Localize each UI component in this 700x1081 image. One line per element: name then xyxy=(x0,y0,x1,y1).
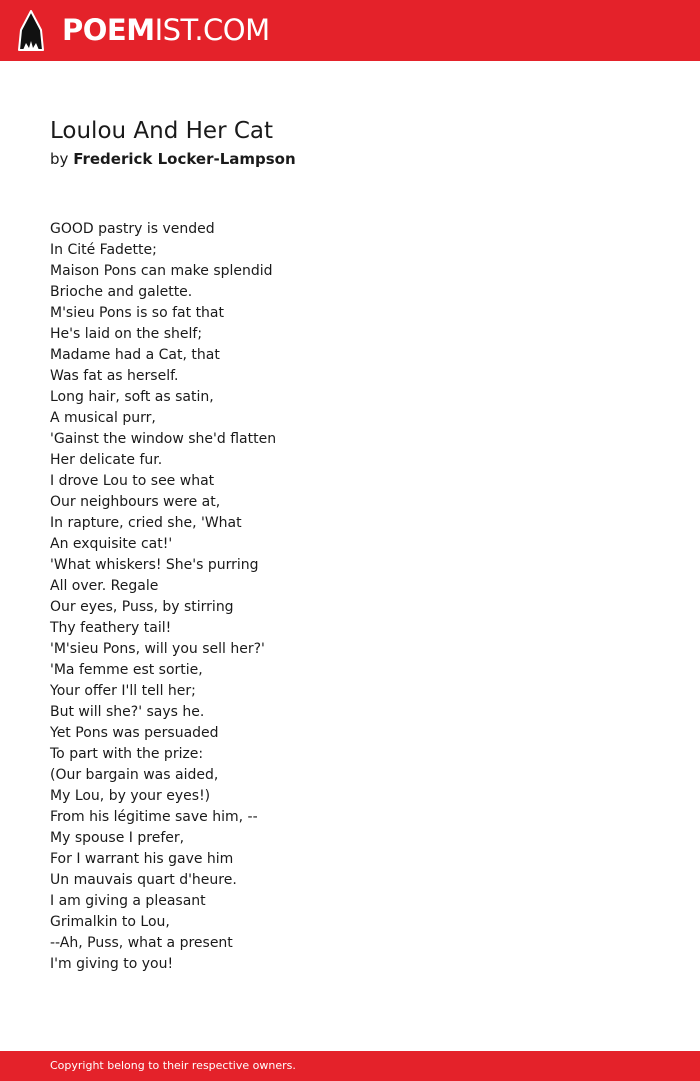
poem-line: M'sieu Pons is so fat that xyxy=(50,305,224,321)
poem-line: From his légitime save him, -- xyxy=(50,809,258,825)
poem-line: 'M'sieu Pons, will you sell her?' xyxy=(50,641,265,657)
site-logo[interactable] xyxy=(62,12,270,48)
poem-line: Grimalkin to Lou, xyxy=(50,914,170,930)
poem-line: An exquisite cat!' xyxy=(50,536,173,552)
poem-line: Your offer I'll tell her; xyxy=(50,683,196,699)
poem-line: To part with the prize: xyxy=(50,746,204,762)
poem-line: In rapture, cried she, 'What xyxy=(50,515,242,531)
poem-line: I am giving a pleasant xyxy=(50,893,206,909)
poem-line: 'Ma femme est sortie, xyxy=(50,662,203,678)
poem-line: A musical purr, xyxy=(50,410,156,426)
poem-line: GOOD pastry is vended xyxy=(50,221,215,237)
poem-author: Frederick Locker-Lampson xyxy=(73,150,296,168)
poem-line: I drove Lou to see what xyxy=(50,473,215,489)
poem-line: He's laid on the shelf; xyxy=(50,326,203,342)
poem-line: My Lou, by your eyes!) xyxy=(50,788,211,804)
site-footer xyxy=(0,1051,700,1081)
poem-line: Her delicate fur. xyxy=(50,452,163,468)
pen-nib-icon xyxy=(17,10,45,52)
poem-line: Brioche and galette. xyxy=(50,284,193,300)
poem-line: Thy feathery tail! xyxy=(50,620,172,636)
poem-line: Madame had a Cat, that xyxy=(50,347,220,363)
poem-line: For I warrant his gave him xyxy=(50,851,234,867)
logo-rest-part: IST.COM xyxy=(154,13,270,47)
poem-body xyxy=(50,219,650,975)
poem-line: 'What whiskers! She's purring xyxy=(50,557,259,573)
poem-line: Yet Pons was persuaded xyxy=(50,725,219,741)
poem-line: 'Gainst the window she'd flatten xyxy=(50,431,277,447)
poem-line: But will she?' says he. xyxy=(50,704,205,720)
poem-line: My spouse I prefer, xyxy=(50,830,185,846)
poem-byline xyxy=(50,149,296,169)
by-label: by xyxy=(50,150,69,168)
poem-line: Was fat as herself. xyxy=(50,368,179,384)
poem-line: In Cité Fadette; xyxy=(50,242,157,258)
site-header xyxy=(0,0,700,61)
poem-line: --Ah, Puss, what a present xyxy=(50,935,233,951)
copyright-text: Copyright belong to their respective owners. xyxy=(50,1059,296,1072)
poem-line: Maison Pons can make splendid xyxy=(50,263,273,279)
poem-line: All over. Regale xyxy=(50,578,159,594)
poem-line: Un mauvais quart d'heure. xyxy=(50,872,237,888)
poem-line: Our eyes, Puss, by stirring xyxy=(50,599,234,615)
poem-title: Loulou And Her Cat xyxy=(50,118,274,144)
poem-line: I'm giving to you! xyxy=(50,956,174,972)
logo-bold-part: POEM xyxy=(62,13,155,47)
poem-line: Long hair, soft as satin, xyxy=(50,389,214,405)
poem-line: (Our bargain was aided, xyxy=(50,767,219,783)
poem-line: Our neighbours were at, xyxy=(50,494,221,510)
